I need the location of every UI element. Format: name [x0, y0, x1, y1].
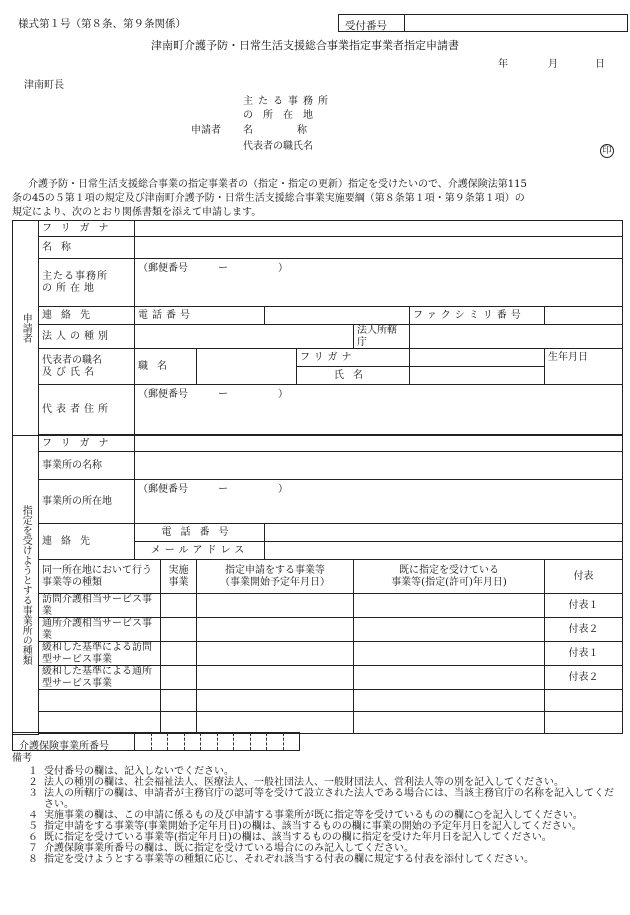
applicant-fax-label: ファクシミリ番号	[410, 307, 545, 325]
intro-line-1: 介護予防・日常生活支援総合事業の指定事業者の（指定・指定の更新）指定を受けたいので、介護保険法第115	[18, 179, 527, 190]
col-apply-line2: （事業開始予定年月日）	[220, 576, 330, 588]
apply-cell[interactable]	[197, 594, 354, 618]
office-name-label: 事業所の名称	[39, 452, 135, 480]
office-email-field[interactable]	[265, 542, 623, 560]
applicant-section-label: 申請者	[13, 221, 39, 436]
seal-mark: 印	[600, 144, 614, 158]
rep-name-label-cell	[39, 349, 135, 385]
office-section-label: 指定を受けようとする事業所の種類	[13, 436, 39, 735]
service-name[interactable]	[39, 690, 161, 712]
applicant-postal-label: （郵便番号 ー ）	[138, 263, 288, 274]
applicant-label: 申請者	[191, 125, 221, 136]
office-phone-label: 電話番号	[135, 524, 265, 542]
applicant-name-field[interactable]	[135, 237, 623, 259]
applicant-office-label-2: の所在地	[243, 110, 323, 121]
office-email-label: メールアドレス	[135, 542, 265, 560]
office-furigana-label: フリガナ	[39, 436, 135, 452]
service-name: 通所介護相当サービス事業	[39, 618, 161, 642]
impl-cell[interactable]	[161, 690, 197, 712]
attach-cell: 付表２	[545, 666, 623, 690]
col-existing-line2: 事業等(指定(許可)年月日)	[391, 576, 507, 588]
attach-cell: 付表２	[545, 618, 623, 642]
table-row	[13, 666, 623, 690]
office-furigana-field[interactable]	[135, 436, 623, 452]
form-number: 様式第１号（第８条、第９条関係）	[18, 18, 186, 30]
rep-address-label: 代表者住所	[39, 385, 135, 435]
table-row	[13, 712, 623, 734]
table-row	[13, 594, 623, 618]
corp-type-field[interactable]	[135, 325, 354, 349]
attach-cell[interactable]	[545, 712, 623, 734]
rep-dob-label: 生年月日	[548, 352, 588, 363]
table-row	[13, 690, 623, 712]
applicant-phone-field[interactable]	[265, 307, 410, 325]
service-name[interactable]	[39, 712, 161, 734]
apply-cell[interactable]	[197, 712, 354, 734]
rep-title-field[interactable]	[197, 349, 297, 385]
applicant-phone-label: 電話番号	[135, 307, 265, 325]
rep-postal-label: （郵便番号 ー ）	[138, 389, 288, 400]
col-existing-line1: 既に指定を受けている	[399, 565, 499, 576]
apply-cell[interactable]	[197, 618, 354, 642]
attach-cell[interactable]	[545, 690, 623, 712]
corp-agency-label: 法人所轄庁	[354, 325, 410, 349]
applicant-office-line2: の所在地	[42, 282, 98, 294]
office-location-field[interactable]	[135, 480, 623, 524]
corp-agency-field[interactable]	[410, 325, 623, 349]
applicant-name-label-cell: 名称	[39, 237, 135, 259]
rep-address-field[interactable]	[135, 385, 623, 435]
attach-cell: 付表１	[545, 642, 623, 666]
col-attach-header: 付表	[545, 560, 623, 594]
rep-person-name-field[interactable]	[410, 367, 545, 385]
impl-cell[interactable]	[161, 642, 197, 666]
corp-type-label: 法人の種別	[39, 325, 135, 349]
office-contact-label: 連絡先	[39, 524, 135, 560]
existing-cell[interactable]	[354, 666, 545, 690]
application-table	[12, 220, 623, 735]
impl-cell[interactable]	[161, 618, 197, 642]
addressee: 津南町長	[24, 80, 64, 91]
impl-cell[interactable]	[161, 666, 197, 690]
receipt-number-field[interactable]	[405, 15, 627, 31]
col-apply-header	[197, 560, 354, 594]
applicant-office-field[interactable]	[135, 259, 623, 307]
note-item: １ 受付番号の欄は、記入しないでください。	[28, 766, 234, 777]
existing-cell[interactable]	[354, 712, 545, 734]
table-row	[13, 642, 623, 666]
col-impl-line1: 実施	[168, 565, 189, 576]
date-year-label: 年	[498, 59, 508, 70]
rep-name-line2: 及び氏名	[42, 366, 98, 378]
office-phone-field[interactable]	[265, 524, 623, 542]
col-impl-line2: 事業	[168, 576, 189, 588]
col-apply-line1: 指定申請をする事業等	[225, 565, 325, 576]
date-month-label: 月	[548, 59, 558, 70]
existing-cell[interactable]	[354, 594, 545, 618]
receipt-number-box	[338, 14, 628, 32]
apply-cell[interactable]	[197, 642, 354, 666]
note-item: ８ 指定を受けようとする事業等の種類に応じ、それぞれ該当する付表の欄に規定する付表を添付してください。	[28, 854, 534, 865]
impl-cell[interactable]	[161, 594, 197, 618]
service-name: 緩和した基準による通所型サービス事業	[39, 666, 161, 690]
table-row	[13, 618, 623, 642]
insurance-number-field[interactable]	[135, 733, 299, 750]
receipt-number-label: 受付番号	[339, 15, 405, 31]
applicant-contact-label: 連絡先	[39, 307, 135, 325]
service-name: 訪問介護相当サービス事業	[39, 594, 161, 618]
insurance-number-box	[12, 732, 300, 751]
office-postal-label: （郵便番号 ー ）	[138, 484, 288, 495]
applicant-rep-label: 代表者の職氏名	[243, 141, 313, 152]
existing-cell[interactable]	[354, 642, 545, 666]
note-item: ５ 指定申請をする事業等(事業開始予定年月日)の欄は、該当するものの欄に事業の開始の予定年月日を記入してください。	[28, 821, 582, 832]
attach-cell: 付表１	[545, 594, 623, 618]
rep-person-name-label: 氏名	[297, 367, 410, 385]
applicant-fax-field[interactable]	[545, 307, 623, 325]
applicant-furigana-label: フリガナ	[39, 221, 135, 237]
notes-list	[22, 766, 622, 865]
office-location-label: 事業所の所在地	[39, 480, 135, 524]
applicant-office-cell	[39, 259, 135, 307]
apply-cell[interactable]	[197, 690, 354, 712]
note-item: ３ 法人の所轄庁の欄は、申請者が主務官庁の認可等を受けて設立された法人である場合には、当該主務官庁の名称を記入してください。	[28, 788, 614, 810]
notes-title: 備考	[12, 753, 32, 764]
existing-cell[interactable]	[354, 690, 545, 712]
intro-line-2: 条の45の５第１項の規定及び津南町介護予防・日常生活支援総合事業実施要綱（第８条第１項・第９条第１項）の	[12, 193, 525, 204]
date-day-label: 日	[595, 59, 605, 70]
apply-cell[interactable]	[197, 666, 354, 690]
applicant-name-label: 名称	[243, 125, 351, 136]
applicant-furigana-field[interactable]	[135, 221, 623, 237]
applicant-office-label-1: 主たる事務所	[243, 96, 333, 107]
rep-title-label: 職名	[135, 349, 197, 385]
rep-name-line1: 代表者の職名	[42, 355, 102, 366]
existing-cell[interactable]	[354, 618, 545, 642]
rep-dob-cell[interactable]	[545, 349, 623, 385]
page-title: 津南町介護予防・日常生活支援総合事業指定事業者指定申請書	[151, 39, 459, 52]
insurance-number-label: 介護保険事業所番号	[13, 733, 135, 750]
note-item: ２ 法人の種別の欄は、社会福祉法人、医療法人、一般社団法人、一般財団法人、営利法人等の別を記入してください。	[28, 777, 564, 788]
applicant-office-line1: 主たる事務所	[42, 271, 108, 282]
col-impl-header	[161, 560, 197, 594]
rep-furigana-label: フリガナ	[297, 349, 410, 367]
impl-cell[interactable]	[161, 712, 197, 734]
note-item: ７ 介護保険事業所番号の欄は、既に指定を受けている場合にのみ記入してください。	[28, 843, 414, 854]
note-item: ４ 実施事業の欄は、この申請に係るもの及び申請する事業所が既に指定等を受けているものの欄に○を記入してください。	[28, 810, 583, 821]
intro-line-3: 規定により、次のとおり関係書類を添えて申請します。	[12, 207, 262, 218]
col-service-header: 同一所在地において行う事業等の種類	[39, 560, 161, 594]
rep-furigana-field[interactable]	[410, 349, 545, 367]
service-name: 緩和した基準による訪問型サービス事業	[39, 642, 161, 666]
office-name-field[interactable]	[135, 452, 623, 480]
note-item: ６ 既に指定を受けている事業等(指定年月日)の欄は、該当するものの欄に指定を受けた年月日を記入してください。	[28, 832, 552, 843]
col-existing-header	[354, 560, 545, 594]
